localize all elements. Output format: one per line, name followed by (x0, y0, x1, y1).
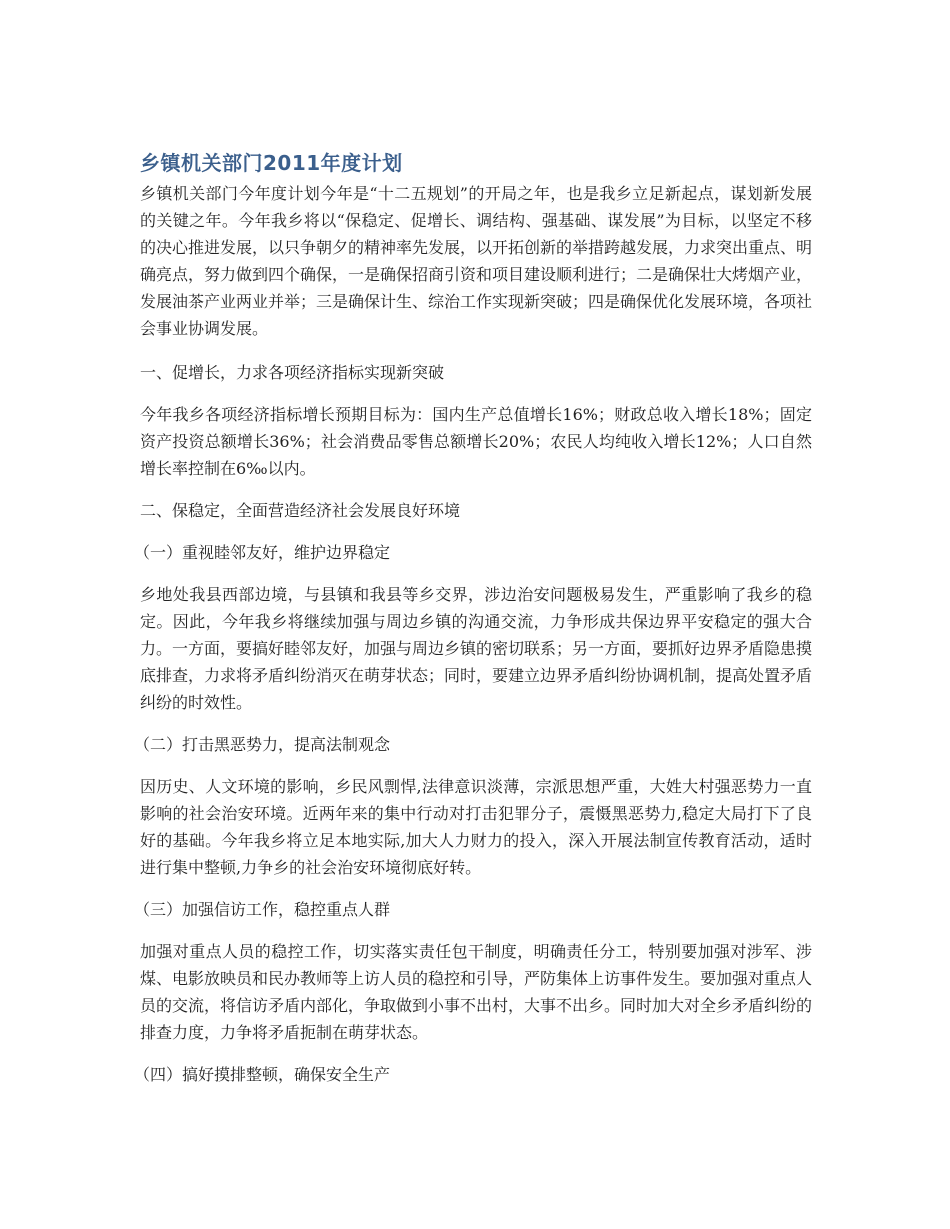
subsection-heading-1: （一）重视睦邻友好，维护边界稳定 (134, 543, 391, 562)
intro-paragraph: 乡镇机关部门今年度计划今年是“十二五规划”的开局之年，也是我乡立足新起点，谋划新发展的关键之年。今年我乡将以“保稳定、促增长、调结构、强基础、谋发展”为目标，以坚定不移的决心推进发展，以只争朝夕的精神率先发展，以开拓创新的举措跨越发展，力求突出重点、明确亮点，努力做到四个确保，一是确保招商引资和项目建设顺利进行；二是确保壮大烤烟产业，发展油茶产业两业并举；三是确保计生、综治工作实现新突破；四是确保优化发展环境，各项社会事业协调发展。 (140, 184, 813, 338)
section-heading-2: 二、保稳定，全面营造经济社会发展良好环境 (140, 501, 461, 520)
subsection-1-paragraph: 乡地处我县西部边境，与县镇和我县等乡交界，涉边治安问题极易发生，严重影响了我乡的稳定。因此，今年我乡将继续加强与周边乡镇的沟通交流，力争形成共保边界平安稳定的强大合力。一方面，要搞好睦邻友好，加强与周边乡镇的密切联系；另一方面，要抓好边界矛盾隐患摸底排查，力求将矛盾纠纷消灭在萌芽状态；同时，要建立边界矛盾纠纷协调机制，提高处置矛盾纠纷的时效性。 (140, 585, 813, 712)
subsection-3-paragraph: 加强对重点人员的稳控工作，切实落实责任包干制度，明确责任分工，特别要加强对涉军、涉煤、电影放映员和民办教师等上访人员的稳控和引导，严防集体上访事件发生。要加强对重点人员的交流，将信访矛盾内部化，争取做到小事不出村，大事不出乡。同时加大对全乡矛盾纠纷的排查力度，力争将矛盾扼制在萌芽状态。 (140, 942, 813, 1042)
section-1-paragraph: 今年我乡各项经济指标增长预期目标为：国内生产总值增长16%；财政总收入增长18%；固定资产投资总额增长36%；社会消费品零售总额增长20%；农民人均纯收入增长12%；人口自然增长率控制在6‰以内。 (140, 405, 812, 478)
document-page (134, 148, 813, 1103)
subsection-heading-4: （四）搞好摸排整顿，确保安全生产 (134, 1065, 391, 1084)
document-title: 乡镇机关部门2011年度计划 (140, 151, 403, 175)
section-heading-1: 一、促增长，力求各项经济指标实现新突破 (140, 363, 445, 382)
subsection-heading-2: （二）打击黑恶势力，提高法制观念 (134, 735, 391, 754)
subsection-heading-3: （三）加强信访工作，稳控重点人群 (134, 900, 391, 919)
subsection-2-paragraph: 因历史、人文环境的影响，乡民风剽悍,法律意识淡薄，宗派思想严重，大姓大村强恶势力一直影响的社会治安环境。近两年来的集中行动对打击犯罪分子，震慑黑恶势力,稳定大局打下了良好的基础。今年我乡将立足本地实际,加大人力财力的投入，深入开展法制宣传教育活动，适时进行集中整顿,力争乡的社会治安环境彻底好转。 (140, 777, 812, 877)
